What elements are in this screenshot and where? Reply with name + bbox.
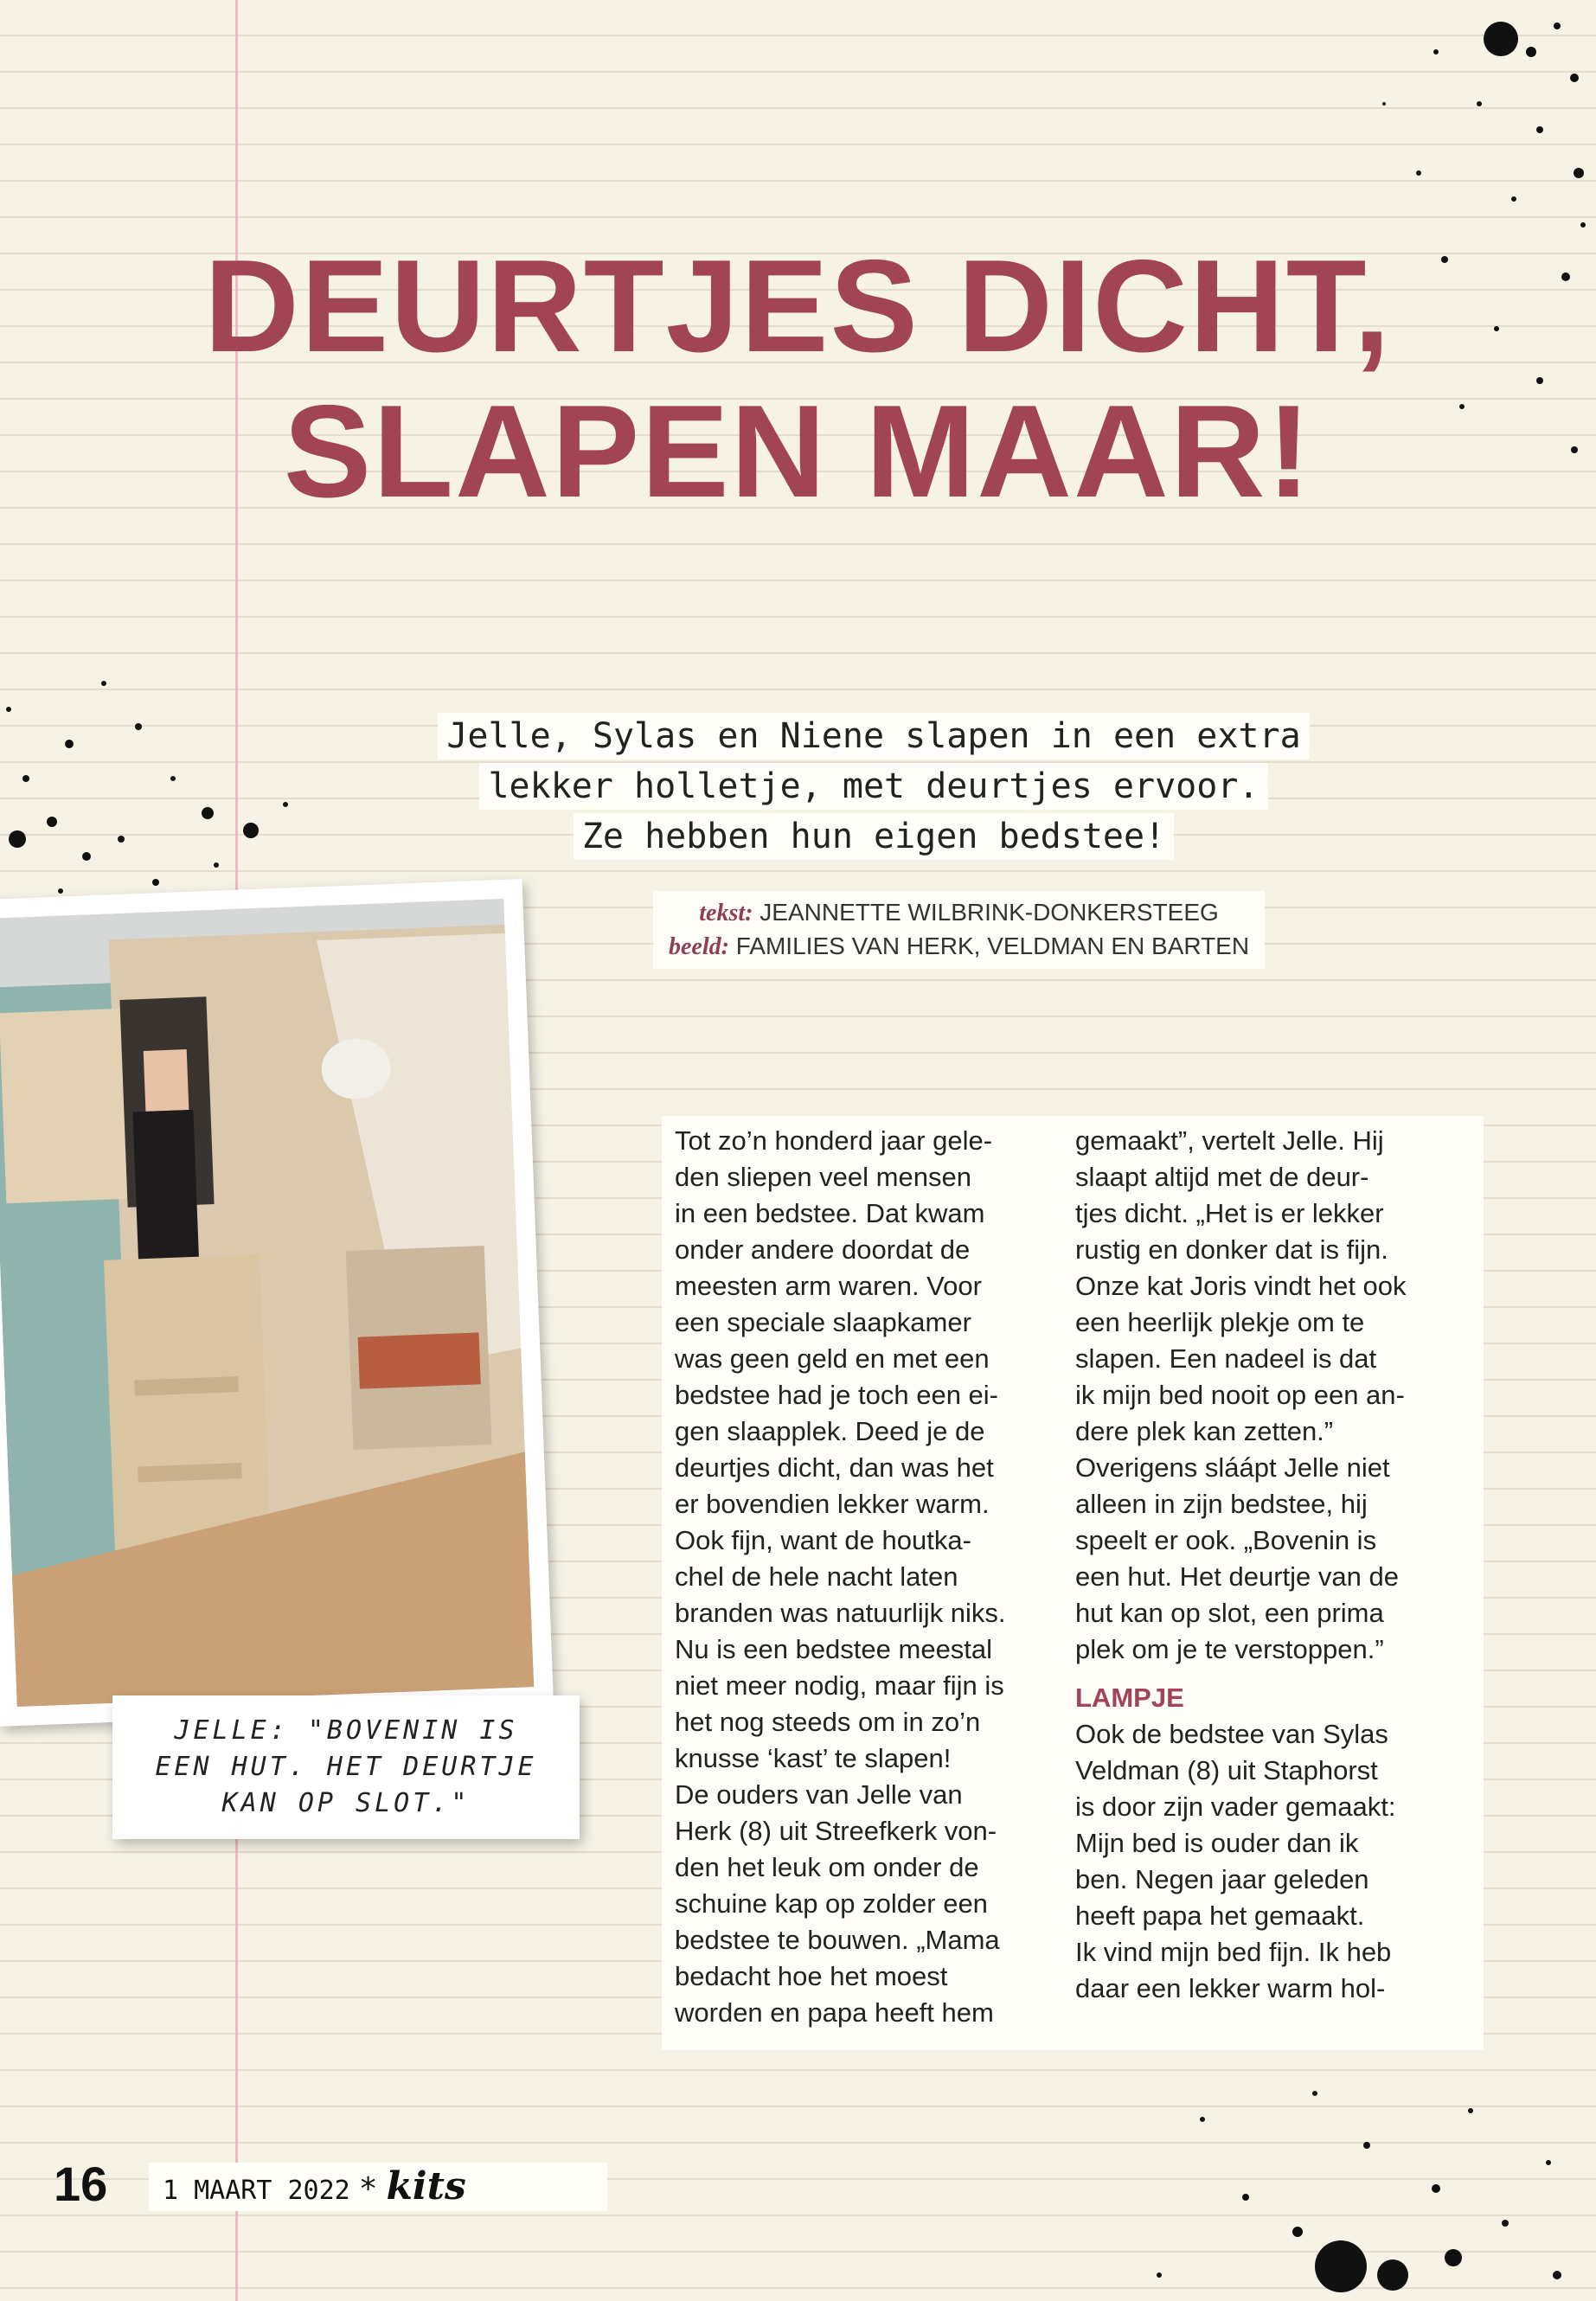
intro-line-1: Jelle, Sylas en Niene slapen in een extra (438, 713, 1309, 760)
article-paragraph-3: Ook de bedstee van Sylas Veldman (8) uit Staphorst is door zijn vader gemaakt: Mijn bed is ouder dan ik ben. Negen jaar geleden heeft papa het gemaakt. Ik vind mijn bed fijn. Ik heb daar een lekker warm hol- (1075, 1719, 1396, 2003)
article-column-2 (1075, 1123, 1447, 2007)
star-icon: * (358, 2171, 378, 2207)
headline-line-2: SLAPEN MAAR! (283, 378, 1313, 525)
page-number: 16 (54, 2157, 108, 2211)
headline-line-1: DEURTJES DICHT, (204, 233, 1392, 380)
caption-text: JELLE: "BOVENIN IS EEN HUT. HET DEURTJE KAN OP SLOT." (155, 1715, 537, 1818)
credit-text-value: JEANNETTE WILBRINK-DONKERSTEEG (760, 899, 1219, 926)
photo-polaroid (0, 879, 554, 1727)
article-body (662, 1116, 1484, 2050)
ink-splatter-bottom-right (986, 2016, 1596, 2301)
intro-line-2: lekker holletje, met deurtjes ervoor. (479, 763, 1267, 810)
kits-logo: kits (386, 2164, 466, 2208)
credit-image-value: FAMILIES VAN HERK, VELDMAN EN BARTEN (735, 933, 1250, 959)
intro-line-3: Ze hebben hun eigen bedstee! (574, 813, 1174, 860)
issue-date: 1 MAART 2022 (163, 2176, 350, 2206)
ink-splatter-left (0, 554, 363, 917)
footer-date-box (149, 2163, 607, 2211)
article-paragraph-2: gemaakt”, vertelt Jelle. Hij slaapt altijd met de deur- tjes dicht. „Het is er lekker rustig en donker dat is fijn. Onze kat Joris vindt het ook een heerlijk plekje om te slapen. Een nadeel is dat ik mijn bed nooit op een an- dere plek kan zetten.” Overigens sláápt Jelle niet alleen in zijn bedstee, hij speelt er ook. „Bovenin is een hut. Het deurtje van de hut kan op slot, een prima plek om je te verstoppen.” (1075, 1125, 1407, 1664)
intro-text (329, 711, 1419, 862)
credit-text-label: tekst: (699, 900, 753, 926)
credit-image-label: beeld: (669, 933, 729, 960)
subheading-lampje: LAMPJE (1075, 1682, 1184, 1713)
credits (653, 891, 1265, 969)
article-paragraph-1: Tot zo’n honderd jaar gele- den sliepen veel mensen in een bedstee. Dat kwam onder andere doordat de meesten arm waren. Voor een speciale slaapkamer was geen geld en met een bedstee had je toch een ei- gen slaapplek. Deed je de deurtjes dicht, dan was het er bovendien lekker warm. Ook fijn, want de houtka- chel de hele nacht laten branden was natuurlijk niks. Nu is een bedstee meestal niet meer nodig, maar fijn is het nog steeds om in zo’n knusse ‘kast’ te slapen! De ouders van Jelle van Herk (8) uit Streefkerk von- den het leuk om onder de schuine kap op zolder een bedstee te bouwen. „Mama bedacht hoe het moest worden en papa heeft hem (675, 1125, 1006, 2028)
bedstee-photo (0, 899, 534, 1707)
article-column-1 (675, 1123, 1047, 2031)
photo-caption (112, 1695, 580, 1839)
headline (0, 234, 1596, 524)
